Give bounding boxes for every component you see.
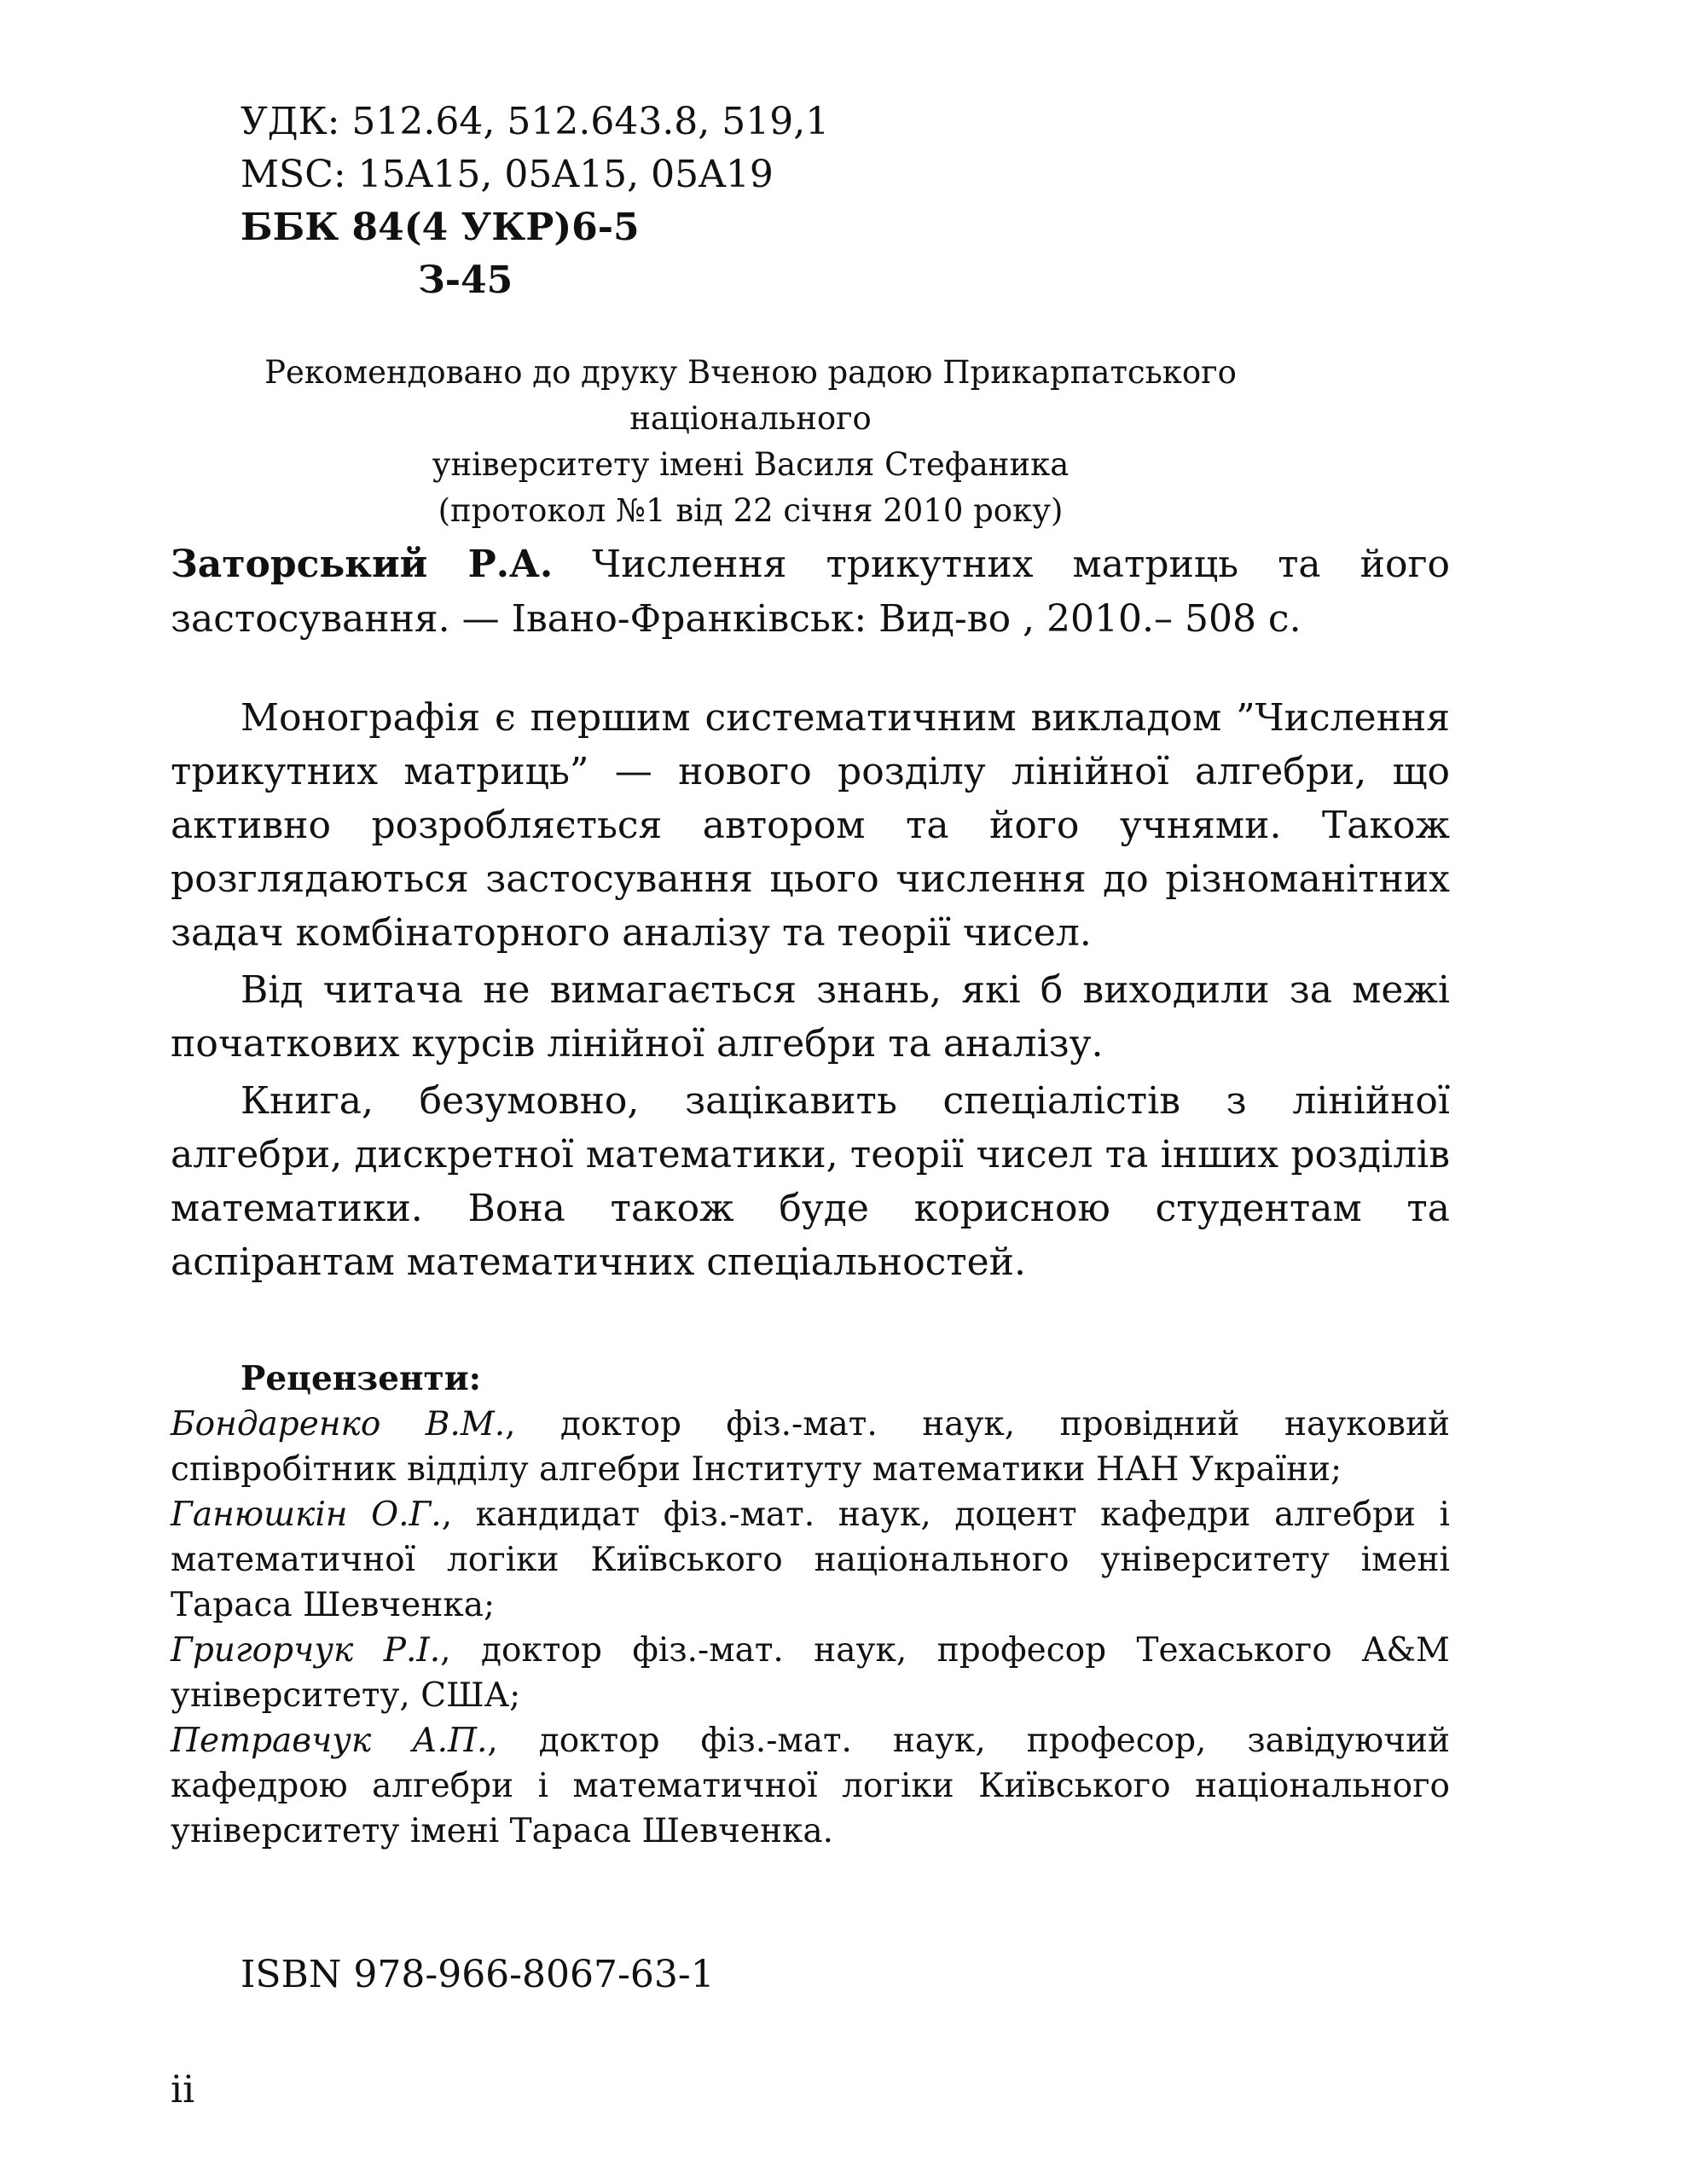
isbn: ISBN 978-966-8067-63-1 [241,1953,715,1996]
msc-code: MSC: 15A15, 05A15, 05A19 [241,153,774,196]
reviewer-name: Бондаренко В.М. [171,1405,506,1443]
reviewer-entry [171,1628,1450,1718]
abstract-paragraph-2: Від читача не вимагається знань, які б виходили за межі початкових курсів лінійної алгебри та аналізу. [171,968,1450,1066]
recommendation-line-1: Рекомендовано до друку Вченою радою Прикарпатського національного [264,354,1237,437]
reviewers-section [171,1356,1450,1854]
classification-codes [241,96,829,307]
citation-text: Числення трикутних матриць та його застосування. — Івано-Франківськ: Вид-во , 2010.– 508 с. [171,543,1450,641]
publication-recommendation [171,350,1330,534]
bbk-code: ББК 84(4 УКР)6-5 [241,206,640,249]
reviewer-entry [171,1492,1450,1628]
citation-author: Заторський Р.А. [171,543,554,586]
reviewer-details: , доктор фіз.-мат. наук, провідний науковий співробітник відділу алгебри Інституту математики НАН України; [171,1405,1450,1489]
reviewer-entry [171,1718,1450,1854]
author-mark: З-45 [418,258,513,302]
reviewer-entry [171,1402,1450,1492]
recommendation-line-2: університету імені Василя Стефаника [432,446,1070,483]
reviewer-name: Григорчук Р.І. [171,1631,441,1670]
reviewers-heading: Рецензенти: [241,1359,482,1398]
reviewer-details: , доктор фіз.-мат. наук, професор Техаського A&M університету, США; [171,1631,1450,1715]
reviewer-details: , доктор фіз.-мат. наук, професор, завідуючий кафедрою алгебри і математичної логіки Київського національного університету імені Тараса Шевченка. [171,1722,1450,1850]
abstract-paragraph-3: Книга, безумовно, зацікавить спеціалістів з лінійної алгебри, дискретної математики, теорії чисел та інших розділів математики. Вона також буде корисною студентам та аспірантам математичних спеціальностей. [171,1079,1450,1284]
reviewer-name: Петравчук А.П. [171,1722,488,1760]
page-number: ii [171,2068,195,2111]
recommendation-line-3: (протокол №1 від 22 січня 2010 року) [438,492,1064,529]
reviewer-details: , кандидат фіз.-мат. наук, доцент кафедри алгебри і математичної логіки Київського національного університету імені Тараса Шевченка; [171,1496,1450,1624]
abstract [171,691,1450,1292]
reviewer-name: Ганюшкін О.Г. [171,1496,442,1534]
abstract-paragraph-1: Монографія є першим систематичним викладом ”Числення трикутних матриць” — нового розділу лінійної алгебри, що активно розробляється автором та його учнями. Також розглядаються застосування цього числення до різноманітних задач комбінаторного аналізу та теорії чисел. [171,696,1450,955]
bibliographic-citation [171,537,1450,647]
udk-code: УДК: 512.64, 512.643.8, 519,1 [241,100,830,143]
